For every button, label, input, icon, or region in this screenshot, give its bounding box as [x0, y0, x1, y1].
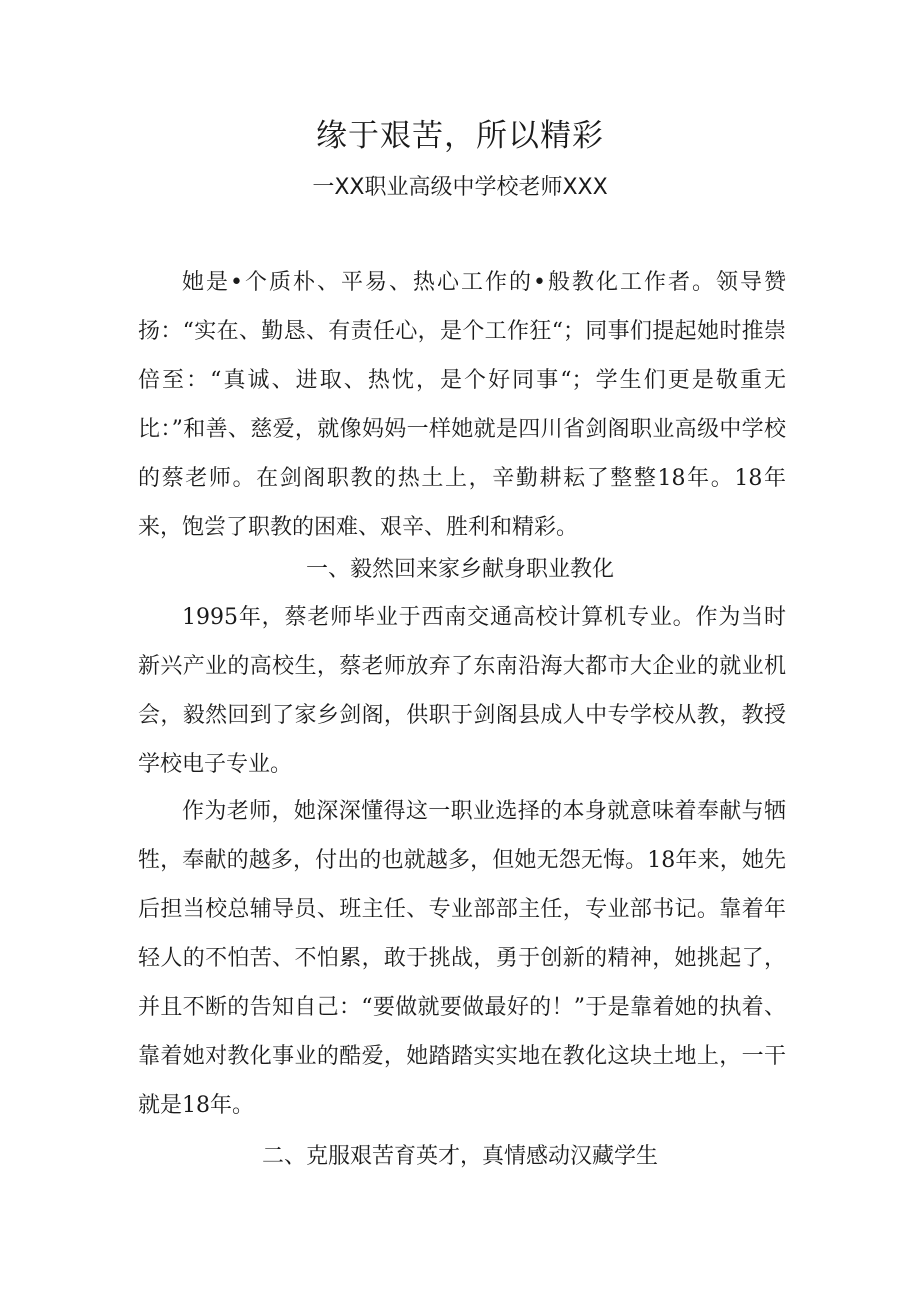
paragraph-section-1b: 作为老师，她深深懂得这一职业选择的本身就意味着奉献与牺牲，奉献的越多，付出的也就越多，但她无怨无悔。18年来，她先后担当校总辅导员、班主任、专业部部主任，专业部书记。靠着年轻人的不怕苦、不怕累，敢于挑战，勇于创新的精神，她挑起了，并且不断的告知自己：“要做就要做最好的！”于是靠着她的执着、靠着她对教化事业的酷爱，她踏踏实实地在教化这块土地上，一干就是18年。: [138, 799, 786, 1118]
section-heading-1: 一、毅然回来家乡献身职业教化: [305, 557, 614, 582]
document-subtitle: 一XX职业高级中学校老师XXX: [312, 175, 608, 200]
document-title: 缘于艰苦，所以精彩: [316, 118, 604, 154]
paragraph-intro: 她是•个质朴、平易、热心工作的•般教化工作者。领导赞扬：“实在、勤恳、有责任心，是个工作狂“；同事们提起她时推崇倍至：“真诚、进取、热忱，是个好同事“；学生们更是敬重无比：”和善、慈爱，就像妈妈一样她就是四川省剑阁职业高级中学校的蔡老师。在剑阁职教的热土上，辛勤耕耘了整整18年。18年来，饱尝了职教的困难、艰辛、胜利和精彩。: [138, 270, 786, 540]
section-heading-2: 二、克服艰苦育英才，真情感动汉藏学生: [261, 1144, 658, 1169]
paragraph-section-1a: 1995年，蔡老师毕业于西南交通高校计算机专业。作为当时新兴产业的高校生，蔡老师放弃了东南沿海大都市大企业的就业机会，毅然回到了家乡剑阁，供职于剑阁县成人中专学校从教，教授学校电子专业。: [138, 605, 786, 777]
